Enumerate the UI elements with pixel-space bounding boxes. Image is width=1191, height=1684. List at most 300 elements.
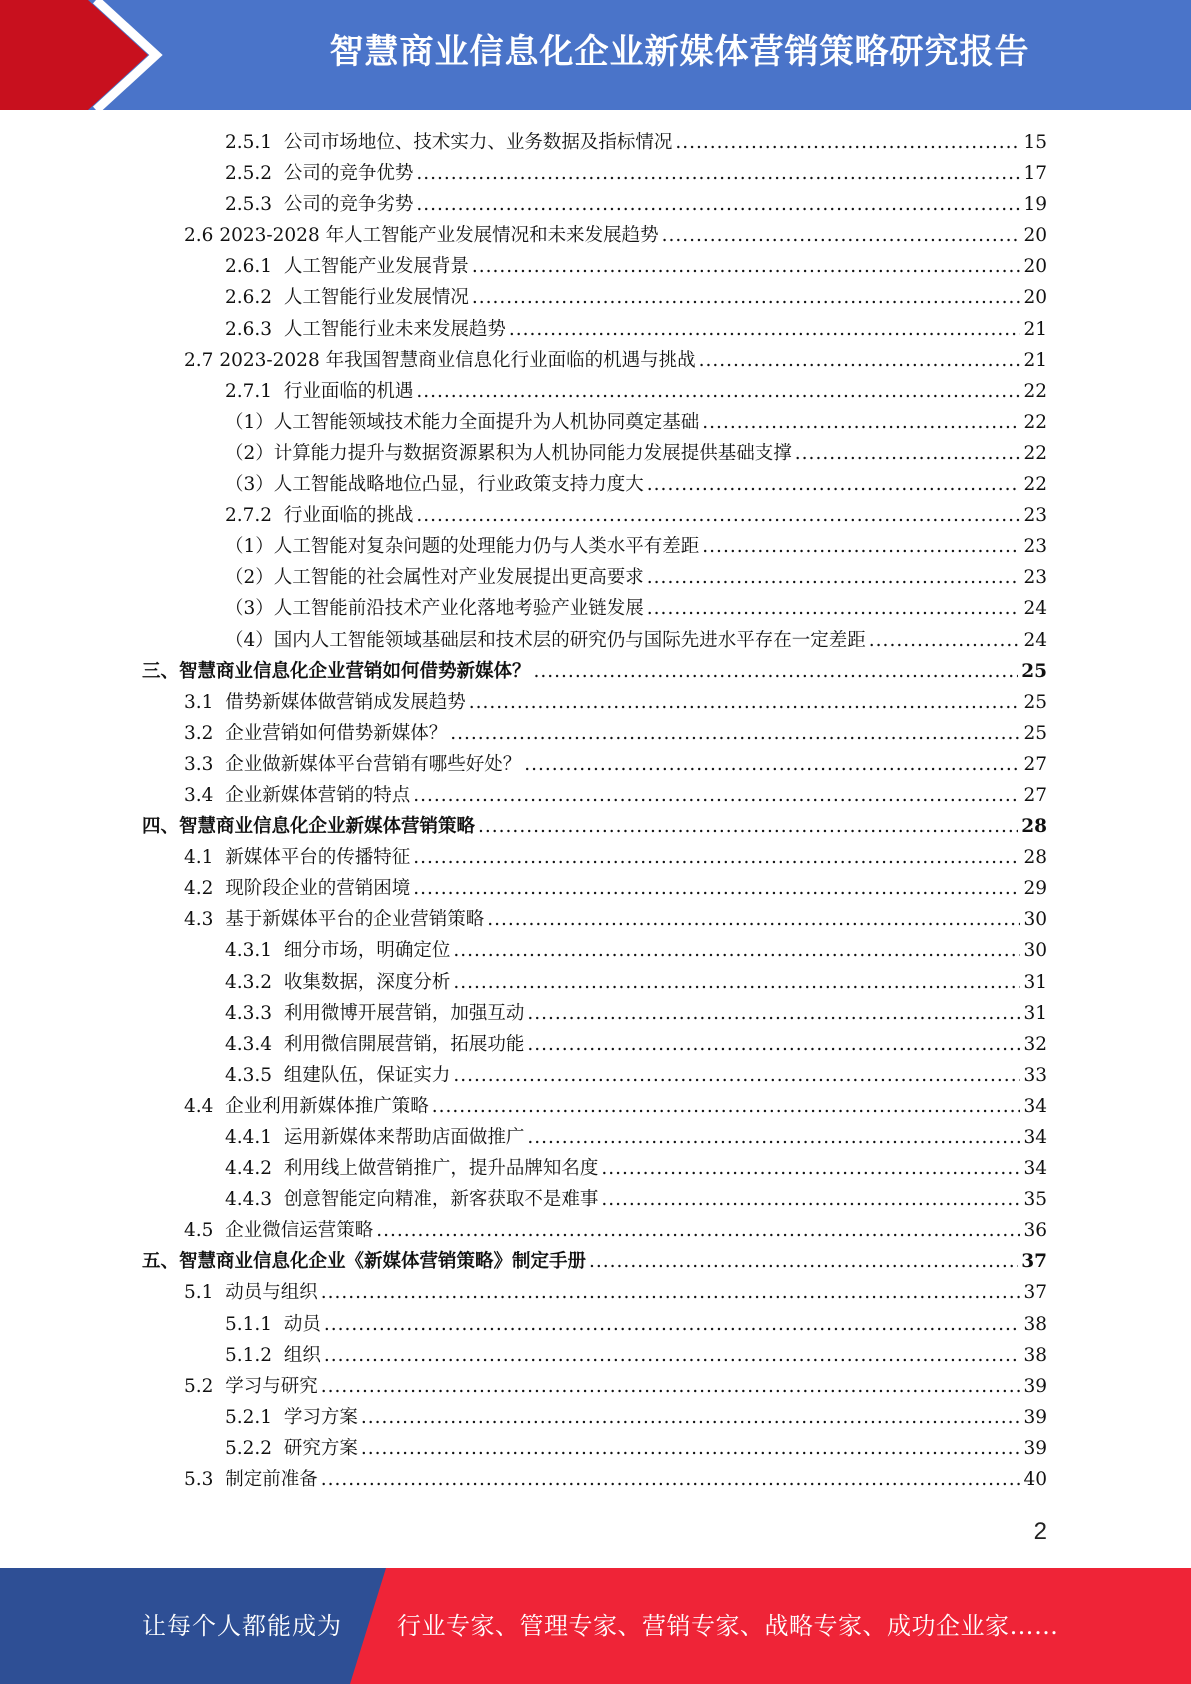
toc-entry-page: 24 (1023, 598, 1047, 620)
toc-entry-title (225, 407, 699, 438)
toc-dot-leader (702, 407, 1020, 438)
page-number: 2 (1033, 1518, 1047, 1545)
toc-entry-title (184, 718, 447, 749)
footer-slogan-left: 让每个人都能成为 (142, 1612, 342, 1640)
toc-entry[interactable] (0, 469, 1191, 500)
toc-entry-number: 2.5.1 (225, 132, 273, 153)
toc-entry[interactable] (0, 625, 1191, 656)
toc-entry-title (225, 593, 644, 624)
toc-entry-number: 5.1 (184, 1282, 214, 1304)
toc-entry-page: 27 (1023, 753, 1047, 775)
toc-entry-title (225, 438, 792, 469)
toc-entry[interactable] (0, 1091, 1191, 1122)
toc-entry[interactable] (0, 438, 1191, 469)
toc-entry-number: 四、 (142, 816, 180, 838)
toc-entry-number: 2.7 (184, 349, 214, 371)
toc-entry-separator (272, 1407, 284, 1428)
toc-entry[interactable] (0, 749, 1191, 780)
toc-entry[interactable] (0, 593, 1191, 624)
toc-dot-leader (869, 625, 1021, 656)
toc-entry-page: 22 (1023, 380, 1047, 402)
toc-entry-label: 人工智能战略地位凸显，行业政策支持力度大 (273, 474, 644, 496)
toc-dot-leader (413, 873, 1020, 904)
toc-entry-page: 19 (1023, 194, 1047, 216)
toc-entry-page: 21 (1023, 318, 1047, 340)
toc-entry-page: 38 (1023, 1344, 1047, 1366)
toc-entry[interactable] (0, 220, 1191, 251)
toc-entry-title (142, 656, 531, 687)
toc-dot-leader (472, 251, 1021, 282)
toc-dot-leader (324, 1309, 1021, 1340)
toc-entry[interactable] (0, 998, 1191, 1029)
toc-entry-label: 行业面临的机遇 (283, 380, 414, 402)
toc-dot-leader (601, 1184, 1020, 1215)
toc-entry-title (184, 345, 696, 376)
toc-entry-label: 现阶段企业的营销困境 (225, 878, 411, 900)
report-title: 智慧商业信息化企业新媒体营销策略研究报告 (329, 32, 1030, 72)
toc-entry-label: 运用新媒体来帮助店面做推广 (283, 1127, 525, 1148)
toc-entry-number: 5.2.1 (225, 1406, 273, 1428)
toc-entry-title (225, 562, 644, 593)
toc-entry-number: （1） (225, 411, 274, 433)
toc-entry-separator (272, 194, 284, 215)
toc-entry-page: 20 (1023, 225, 1047, 247)
toc-entry-number: （2） (225, 567, 274, 589)
toc-entry-separator (272, 940, 284, 961)
toc-entry-label: 人工智能对复杂问题的处理能力仍与人类水平有差距 (273, 536, 700, 558)
toc-entry[interactable] (0, 251, 1191, 282)
toc-dot-leader (453, 967, 1020, 998)
toc-entry-separator (213, 1096, 225, 1117)
toc-entry-number: 2.6.2 (225, 287, 273, 309)
toc-entry[interactable] (0, 1277, 1191, 1308)
toc-dot-leader (702, 531, 1020, 562)
toc-entry-number: 2.6 (184, 225, 214, 247)
toc-entry[interactable] (0, 1340, 1191, 1371)
toc-entry[interactable] (0, 1153, 1191, 1184)
toc-entry-number: 4.1 (184, 847, 214, 869)
toc-entry-number: 3.3 (184, 753, 214, 775)
toc-entry-number: （4） (225, 629, 274, 651)
toc-entry-label: 人工智能行业发展情况 (283, 287, 469, 309)
toc-entry-page: 34 (1023, 1095, 1047, 1117)
toc-entry-number: 4.4.1 (225, 1127, 273, 1148)
toc-entry[interactable] (0, 1029, 1191, 1060)
toc-entry-label: 学习与研究 (225, 1375, 318, 1397)
toc-entry-page: 39 (1023, 1406, 1047, 1428)
toc-entry-label: 企业微信运营策略 (225, 1220, 374, 1242)
toc-entry-page: 23 (1023, 505, 1047, 527)
toc-entry-number: 2.5.3 (225, 194, 273, 216)
toc-entry[interactable] (0, 904, 1191, 935)
page-header (0, 0, 1191, 110)
toc-entry[interactable] (0, 1246, 1191, 1277)
toc-entry-page: 22 (1023, 442, 1047, 464)
toc-dot-leader (527, 1122, 1020, 1153)
toc-entry-title (184, 873, 410, 904)
toc-entry-page: 22 (1023, 411, 1047, 433)
toc-entry[interactable] (0, 1371, 1191, 1402)
toc-entry[interactable] (0, 407, 1191, 438)
toc-dot-leader (662, 220, 1021, 251)
toc-entry-number: 4.3 (184, 909, 214, 931)
toc-entry-label: 利用线上做营销推广，提升品牌知名度 (283, 1158, 599, 1180)
toc-entry-page: 30 (1023, 940, 1047, 962)
toc-entry[interactable] (0, 127, 1191, 158)
toc-entry-separator (272, 1158, 284, 1179)
toc-entry-number: 2.7.1 (225, 380, 273, 402)
toc-entry-title (225, 158, 413, 189)
toc-entry-title (184, 749, 521, 780)
toc-entry-title (225, 1184, 598, 1215)
toc-entry-number: 4.3.2 (225, 971, 273, 993)
toc-entry-title (184, 1215, 373, 1246)
toc-entry-label: 新媒体平台的传播特征 (225, 847, 411, 869)
toc-entry-number: 4.4.3 (225, 1189, 273, 1211)
toc-entry-separator (272, 163, 284, 184)
toc-entry-page: 21 (1023, 349, 1047, 371)
toc-entry-label: 智慧商业信息化企业新媒体营销策略 (179, 816, 476, 838)
toc-entry-page: 30 (1023, 909, 1047, 931)
toc-entry-label: 企业利用新媒体推广策略 (225, 1095, 429, 1117)
toc-entry-separator (213, 723, 225, 744)
toc-entry[interactable] (0, 282, 1191, 313)
toc-entry-page: 32 (1023, 1033, 1047, 1055)
toc-entry-separator (272, 505, 284, 526)
toc-entry-number: 5.2 (184, 1375, 214, 1397)
toc-dot-leader (589, 1246, 1018, 1277)
toc-entry-page: 25 (1021, 660, 1047, 682)
toc-entry[interactable] (0, 1215, 1191, 1246)
toc-entry-number: （2） (225, 442, 274, 464)
toc-entry-label: 2023-2028 年我国智慧商业信息化行业面临的机遇与挑战 (219, 349, 696, 371)
toc-entry-title (225, 1340, 321, 1371)
toc-dot-leader (527, 1029, 1020, 1060)
toc-entry-title (225, 1122, 524, 1153)
toc-entry-separator (213, 1376, 225, 1397)
toc-entry-separator (272, 1034, 284, 1055)
toc-entry[interactable] (0, 189, 1191, 220)
toc-entry-number: （3） (225, 474, 274, 496)
toc-entry-label: 借势新媒体做营销成发展趋势 (225, 691, 466, 713)
toc-entry-title (225, 127, 672, 158)
toc-entry[interactable] (0, 1060, 1191, 1091)
toc-entry-separator (213, 754, 225, 775)
toc-entry[interactable] (0, 158, 1191, 189)
toc-entry-number: 2.6.1 (225, 256, 273, 278)
toc-entry[interactable] (0, 562, 1191, 593)
toc-entry-page: 29 (1023, 878, 1047, 900)
toc-dot-leader (524, 749, 1020, 780)
toc-entry-number: 5.2.2 (225, 1437, 273, 1459)
toc-dot-leader (416, 376, 1020, 407)
toc-entry[interactable] (0, 1122, 1191, 1153)
toc-entry-page: 34 (1023, 1127, 1047, 1148)
toc-entry[interactable] (0, 842, 1191, 873)
toc-entry[interactable] (0, 1184, 1191, 1215)
toc-entry-separator (213, 909, 225, 930)
toc-entry-label: 动员 (283, 1313, 321, 1335)
toc-entry-title (184, 1464, 318, 1495)
toc-entry-title (184, 1277, 318, 1308)
toc-entry-number: 2.6.3 (225, 318, 273, 340)
toc-dot-leader (413, 780, 1020, 811)
toc-entry-separator (272, 1314, 284, 1335)
toc-entry-separator (213, 847, 225, 868)
toc-entry-separator (272, 1345, 284, 1366)
toc-entry-label: 企业新媒体营销的特点 (225, 784, 411, 806)
toc-dot-leader (647, 562, 1021, 593)
toc-entry-label: 人工智能的社会属性对产业发展提出更高要求 (273, 567, 644, 589)
toc-entry-page: 25 (1023, 691, 1047, 713)
toc-dot-leader (675, 127, 1020, 158)
toc-entry-title (225, 935, 450, 966)
toc-dot-leader (416, 500, 1020, 531)
toc-dot-leader (376, 1215, 1020, 1246)
toc-entry-separator (213, 1220, 225, 1241)
toc-entry[interactable] (0, 873, 1191, 904)
toc-entry[interactable] (0, 687, 1191, 718)
toc-entry-page: 39 (1023, 1375, 1047, 1397)
toc-entry-number: 4.2 (184, 878, 214, 900)
toc-entry[interactable] (0, 500, 1191, 531)
toc-entry-label: 研究方案 (283, 1437, 358, 1459)
toc-dot-leader (527, 998, 1020, 1029)
toc-entry-page: 35 (1023, 1189, 1047, 1211)
toc-entry-page: 28 (1021, 816, 1047, 838)
toc-dot-leader (361, 1402, 1021, 1433)
toc-entry-label: 公司的竞争劣势 (283, 194, 414, 216)
toc-dot-leader (601, 1153, 1020, 1184)
toc-entry-title (225, 469, 644, 500)
toc-dot-leader (453, 1060, 1020, 1091)
toc-dot-leader (432, 1091, 1021, 1122)
toc-entry-title (225, 1309, 321, 1340)
toc-entry-title (225, 531, 699, 562)
toc-entry-title (184, 220, 659, 251)
toc-entry-title (142, 811, 475, 842)
page-footer (0, 1568, 1191, 1684)
toc-entry-page: 23 (1023, 536, 1047, 558)
toc-entry[interactable] (0, 1402, 1191, 1433)
toc-entry-number: 三、 (142, 660, 180, 682)
toc-entry-label: 智慧商业信息化企业营销如何借势新媒体？ (179, 660, 531, 682)
toc-entry-number: 2.7.2 (225, 505, 273, 527)
toc-entry-title (184, 904, 484, 935)
toc-entry-title (225, 1433, 358, 1464)
toc-entry-title (225, 1402, 358, 1433)
toc-entry-number: 5.3 (184, 1469, 214, 1491)
toc-entry-number: 5.1.2 (225, 1344, 273, 1366)
table-of-contents (0, 127, 1191, 1495)
toc-entry-label: 智慧商业信息化企业《新媒体营销策略》制定手册 (179, 1251, 587, 1273)
toc-entry[interactable] (0, 1433, 1191, 1464)
toc-entry-number: 3.4 (184, 784, 214, 806)
toc-entry-number: 4.4 (184, 1095, 214, 1117)
toc-entry-label: 组建队伍，保证实力 (283, 1064, 451, 1086)
footer-slogan-right: 行业专家、管理专家、营销专家、战略专家、成功企业家…… (397, 1612, 1059, 1640)
toc-entry-page: 31 (1023, 1002, 1047, 1024)
toc-entry-number: 4.3.4 (225, 1033, 273, 1055)
toc-entry-label: 人工智能产业发展背景 (283, 256, 469, 278)
toc-entry-title (142, 1246, 586, 1277)
toc-entry[interactable] (0, 656, 1191, 687)
toc-entry-label: 计算能力提升与数据资源累积为人机协同能力发展提供基础支撑 (273, 442, 792, 464)
toc-entry-number: （3） (225, 598, 274, 620)
toc-entry-title (184, 780, 410, 811)
toc-dot-leader (509, 314, 1021, 345)
toc-entry[interactable] (0, 1464, 1191, 1495)
toc-entry[interactable] (0, 967, 1191, 998)
toc-entry[interactable] (0, 935, 1191, 966)
toc-entry-title (184, 842, 410, 873)
toc-entry-label: 细分市场，明确定位 (283, 940, 451, 962)
toc-dot-leader (472, 282, 1021, 313)
toc-entry-separator (272, 1127, 284, 1148)
toc-entry-number: 4.3.1 (225, 940, 273, 962)
toc-entry-title (184, 1371, 318, 1402)
toc-entry-page: 28 (1023, 847, 1047, 869)
toc-entry-label: 公司市场地位、技术实力、业务数据及指标情况 (283, 132, 673, 153)
toc-entry-label: 人工智能前沿技术产业化落地考验产业链发展 (273, 598, 644, 620)
toc-dot-leader (478, 811, 1018, 842)
toc-entry-label: 国内人工智能领域基础层和技术层的研究仍与国际先进水平存在一定差距 (273, 629, 866, 651)
toc-entry-title (225, 282, 469, 313)
toc-dot-leader (321, 1464, 1021, 1495)
toc-entry-page: 40 (1023, 1469, 1047, 1491)
toc-entry-title (184, 687, 466, 718)
toc-entry-title (225, 376, 413, 407)
toc-entry[interactable] (0, 376, 1191, 407)
toc-entry-separator (213, 785, 225, 806)
toc-entry-number: （1） (225, 536, 274, 558)
toc-entry-page: 39 (1023, 1437, 1047, 1459)
toc-entry-separator (272, 1438, 284, 1459)
toc-entry-separator (272, 319, 284, 340)
toc-entry-label: 企业做新媒体平台营销有哪些好处？ (225, 753, 522, 775)
toc-entry-separator (272, 287, 284, 308)
toc-entry-title (225, 625, 866, 656)
toc-entry-page: 31 (1023, 971, 1047, 993)
toc-entry-page: 23 (1023, 567, 1047, 589)
toc-entry-number: 五、 (142, 1251, 180, 1273)
toc-dot-leader (699, 345, 1021, 376)
toc-dot-leader (795, 438, 1021, 469)
toc-entry-page: 37 (1021, 1251, 1047, 1273)
toc-entry-page: 15 (1023, 132, 1047, 153)
toc-entry[interactable] (0, 1309, 1191, 1340)
toc-entry-label: 企业营销如何借势新媒体？ (225, 722, 448, 744)
toc-dot-leader (413, 842, 1020, 873)
toc-entry-separator (272, 381, 284, 402)
toc-entry-page: 33 (1023, 1064, 1047, 1086)
toc-entry-number: 4.3.5 (225, 1064, 273, 1086)
toc-entry-page: 34 (1023, 1158, 1047, 1180)
toc-entry-title (225, 189, 413, 220)
toc-entry[interactable] (0, 314, 1191, 345)
toc-entry-title (225, 1029, 524, 1060)
toc-entry-page: 17 (1023, 163, 1047, 185)
toc-entry-separator (272, 132, 284, 153)
toc-entry-separator (272, 1189, 284, 1210)
toc-dot-leader (647, 593, 1021, 624)
toc-entry-label: 人工智能领域技术能力全面提升为人机协同奠定基础 (273, 411, 700, 433)
toc-dot-leader (361, 1433, 1021, 1464)
toc-entry-number: 4.3.3 (225, 1002, 273, 1024)
toc-entry-label: 利用微博开展营销，加强互动 (283, 1002, 525, 1024)
toc-dot-leader (534, 656, 1019, 687)
toc-entry-title (225, 1060, 450, 1091)
toc-entry-page: 37 (1023, 1282, 1047, 1304)
toc-entry-separator (213, 692, 225, 713)
toc-entry-separator (213, 878, 225, 899)
toc-entry-title (225, 967, 450, 998)
toc-entry-title (225, 251, 469, 282)
toc-entry-title (184, 1091, 429, 1122)
toc-entry-page: 27 (1023, 784, 1047, 806)
toc-entry-page: 38 (1023, 1313, 1047, 1335)
toc-entry[interactable] (0, 780, 1191, 811)
toc-entry-label: 学习方案 (283, 1406, 358, 1428)
toc-dot-leader (450, 718, 1020, 749)
toc-entry-label: 利用微信開展营销，拓展功能 (283, 1033, 525, 1055)
toc-entry[interactable] (0, 718, 1191, 749)
toc-dot-leader (647, 469, 1021, 500)
toc-entry-label: 创意智能定向精准，新客获取不是难事 (283, 1189, 599, 1211)
toc-entry-label: 动员与组织 (225, 1282, 318, 1304)
toc-entry-separator (272, 1003, 284, 1024)
toc-dot-leader (321, 1371, 1021, 1402)
toc-dot-leader (453, 935, 1020, 966)
toc-entry-number: 4.4.2 (225, 1158, 273, 1180)
toc-entry-label: 基于新媒体平台的企业营销策略 (225, 909, 485, 931)
toc-entry-label: 公司的竞争优势 (283, 163, 414, 185)
toc-entry-separator (272, 256, 284, 277)
toc-dot-leader (416, 189, 1020, 220)
toc-entry-page: 20 (1023, 287, 1047, 309)
toc-entry-title (225, 998, 524, 1029)
toc-dot-leader (321, 1277, 1021, 1308)
toc-entry-label: 2023-2028 年人工智能产业发展情况和未来发展趋势 (219, 225, 659, 247)
toc-entry-number: 5.1.1 (225, 1313, 273, 1335)
toc-entry-page: 20 (1023, 256, 1047, 278)
toc-entry-label: 行业面临的挑战 (283, 505, 414, 527)
toc-entry-label: 制定前准备 (225, 1469, 318, 1491)
toc-entry-number: 3.2 (184, 722, 214, 744)
toc-entry-label: 收集数据，深度分析 (283, 971, 451, 993)
toc-dot-leader (469, 687, 1021, 718)
toc-entry[interactable] (0, 345, 1191, 376)
toc-entry-title (225, 500, 413, 531)
toc-dot-leader (487, 904, 1020, 935)
toc-entry-title (225, 314, 506, 345)
toc-entry-number: 3.1 (184, 691, 214, 713)
header-chevron-decoration (0, 0, 175, 110)
toc-entry-separator (272, 1065, 284, 1086)
toc-entry-page: 25 (1023, 722, 1047, 744)
toc-entry-number: 2.5.2 (225, 163, 273, 185)
toc-entry-page: 36 (1023, 1220, 1047, 1242)
toc-entry-separator (272, 972, 284, 993)
toc-entry[interactable] (0, 531, 1191, 562)
header-chevron-red (0, 0, 148, 110)
toc-entry-label: 人工智能行业未来发展趋势 (283, 318, 506, 340)
toc-entry[interactable] (0, 811, 1191, 842)
toc-entry-number: 4.5 (184, 1220, 214, 1242)
toc-entry-separator (213, 1282, 225, 1303)
toc-entry-title (225, 1153, 598, 1184)
toc-dot-leader (324, 1340, 1021, 1371)
